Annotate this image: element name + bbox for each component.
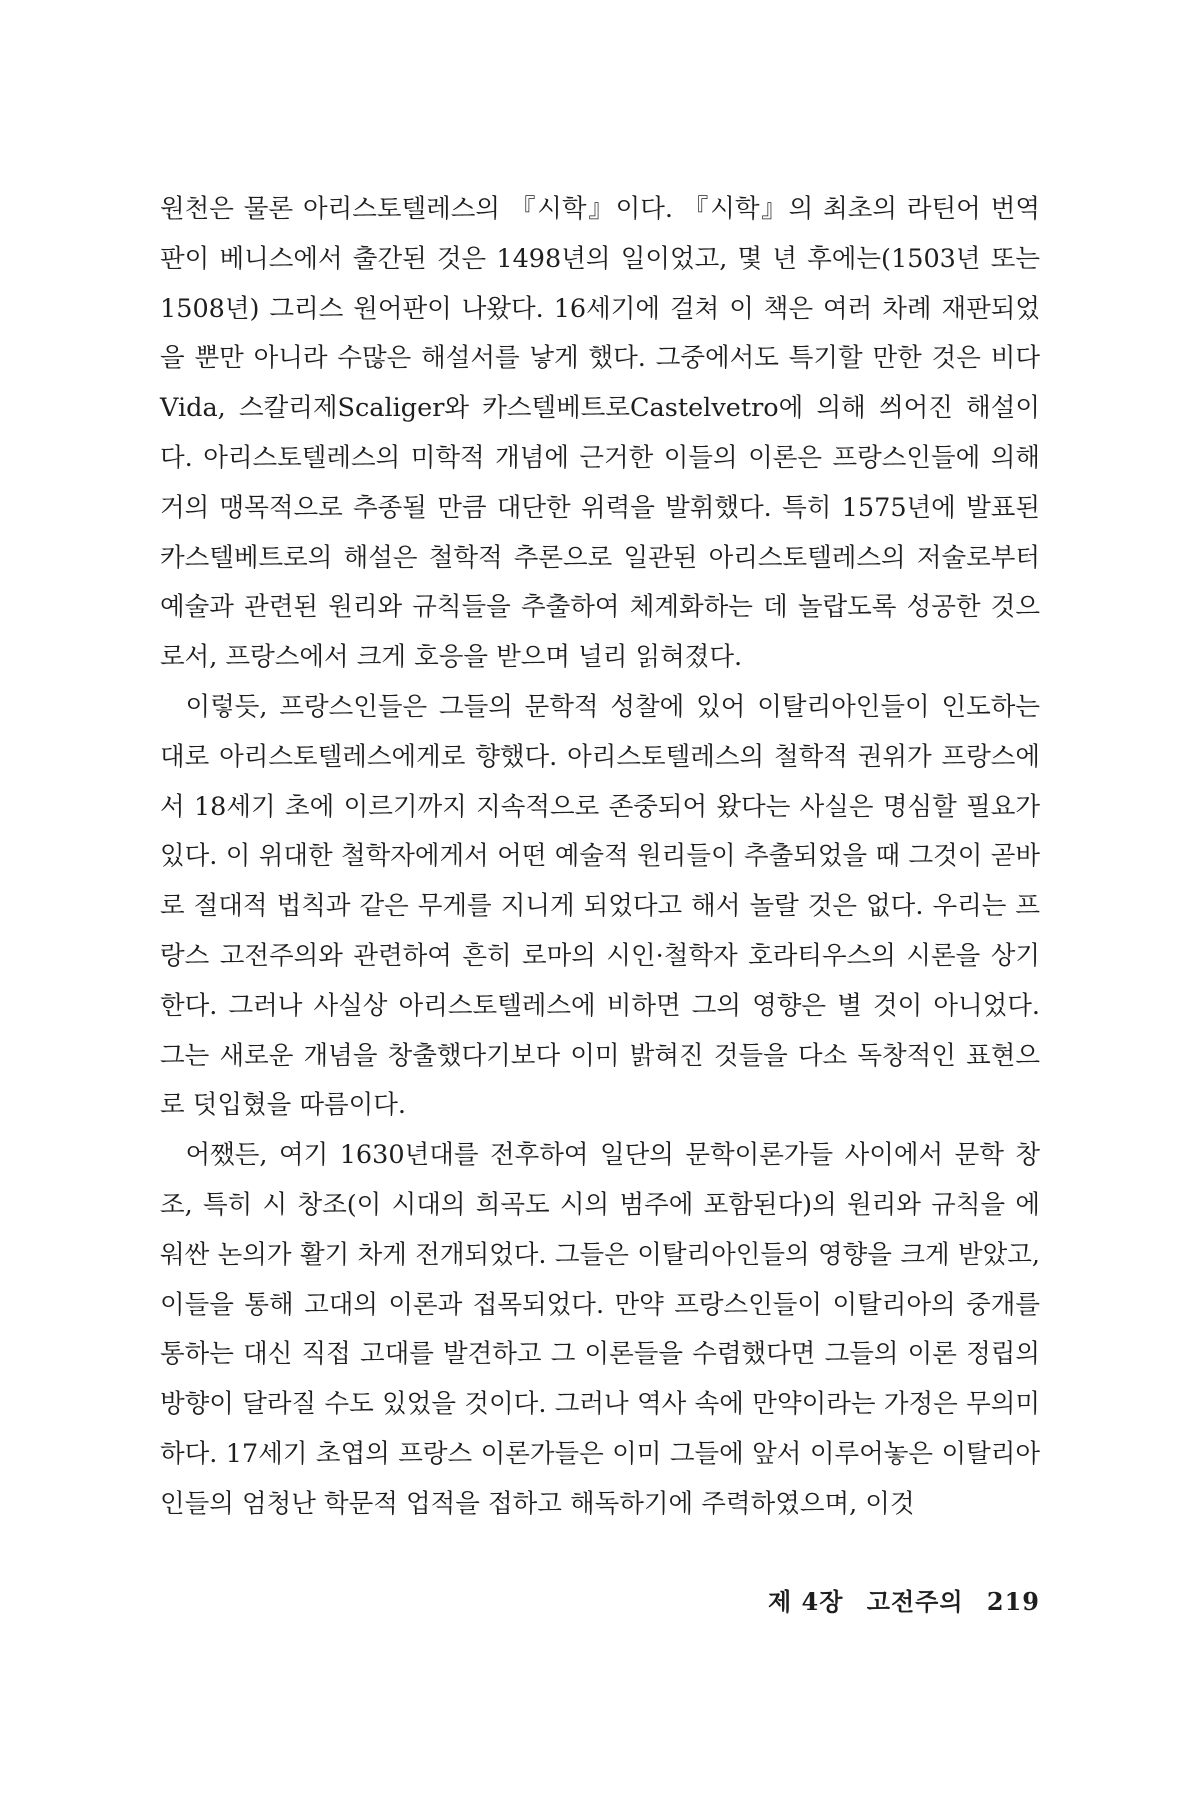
paragraph-2: 이렇듯, 프랑스인들은 그들의 문학적 성찰에 있어 이탈리아인들이 인도하는 대로 아리스토텔레스에게로 향했다. 아리스토텔레스의 철학적 권위가 프랑스에서 18세기 초에 이르기까지 지속적으로 존중되어 왔다는 사실은 명심할 필요가 있다. 이 위대한 철학자에게서 어떤 예술적 원리들이 추출되었을 때 그것이 곧바로 절대적 법칙과 같은 무게를 지니게 되었다고 해서 놀랄 것은 없다. 우리는 프랑스 고전주의와 관련하여 흔히 로마의 시인·철학자 호라티우스의 시론을 상기한다. 그러나 사실상 아리스토텔레스에 비하면 그의 영향은 별 것이 아니었다. 그는 새로운 개념을 창출했다기보다 이미 밝혀진 것들을 다소 독창적인 표현으로 덧입혔을 따름이다. xyxy=(160,691,1040,1121)
running-footer xyxy=(768,1582,1040,1617)
page-number: 219 xyxy=(986,1587,1040,1616)
paragraph-1: 원천은 물론 아리스토텔레스의 『시학』이다. 『시학』의 최초의 라틴어 번역판이 베니스에서 출간된 것은 1498년의 일이었고, 몇 년 후에는(1503년 또는 1508년) 그리스 원어판이 나왔다. 16세기에 걸쳐 이 책은 여러 차례 재판되었을 뿐만 아니라 수많은 해설서를 낳게 했다. 그중에서도 특기할 만한 것은 비다Vida, 스칼리제Scaliger와 카스텔베트로Castelvetro에 의해 씌어진 해설이다. 아리스토텔레스의 미학적 개념에 근거한 이들의 이론은 프랑스인들에 의해 거의 맹목적으로 추종될 만큼 대단한 위력을 발휘했다. 특히 1575년에 발표된 카스텔베트로의 해설은 철학적 추론으로 일관된 아리스토텔레스의 저술로부터 예술과 관련된 원리와 규칙들을 추출하여 체계화하는 데 놀랍도록 성공한 것으로서, 프랑스에서 크게 호응을 받으며 널리 읽혀졌다. xyxy=(160,194,1040,673)
chapter-label: 제 4장 xyxy=(767,1587,844,1616)
chapter-title: 고전주의 xyxy=(866,1587,964,1616)
paragraph-3: 어쨌든, 여기 1630년대를 전후하여 일단의 문학이론가들 사이에서 문학 창조, 특히 시 창조(이 시대의 희곡도 시의 범주에 포함된다)의 원리와 규칙을 에워싼 논의가 활기 차게 전개되었다. 그들은 이탈리아인들의 영향을 크게 받았고, 이들을 통해 고대의 이론과 접목되었다. 만약 프랑스인들이 이탈리아의 중개를 통하는 대신 직접 고대를 발견하고 그 이론들을 수렴했다면 그들의 이론 정립의 방향이 달라질 수도 있었을 것이다. 그러나 역사 속에 만약이라는 가정은 무의미하다. 17세기 초엽의 프랑스 이론가들은 이미 그들에 앞서 이루어놓은 이탈리아인들의 엄청난 학문적 업적을 접하고 해독하기에 주력하였으며, 이것 xyxy=(160,1140,1040,1519)
body-text xyxy=(160,185,1040,1530)
